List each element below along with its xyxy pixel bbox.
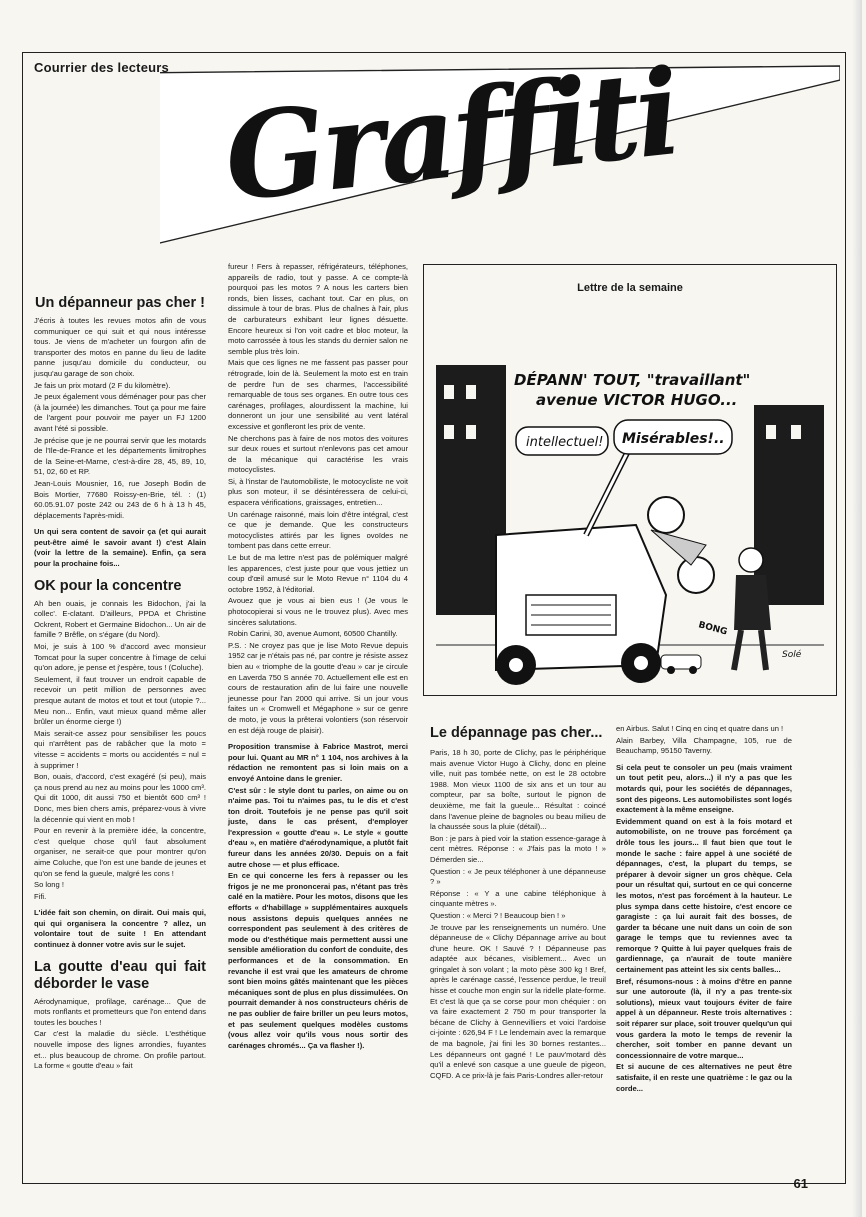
paragraph: Le but de ma lettre n'est pas de polémiquer malgré les apparences, c'est juste pour que vous jettiez un coup d'œil amusé sur le Moto Revue n° 1104 du 4 octobre 1952, à l'éditorial.: [228, 553, 408, 594]
signature: Fifi.: [34, 891, 47, 901]
paragraph: Ne cherchons pas à faire de nos motos des voitures sur deux roues et surtout n'enlevons pas cet amour de la mécanique qui caractérise les vrais motocyclistes.: [228, 433, 408, 475]
paragraph: P.S. : Ne croyez pas que je lise Moto Revue depuis 1952 car je n'étais pas né, par contre je résiste assez bien au « triomphe de la goutte d'eau » car je circule en Laverda 750 S année 70. Actuellement elle est en cours de restauration afin de lui faire une nouvelle jeunesse pour l'an 2000 qui arrive. Si un jour vous faites un « Cromwell et Mégaphone » sur ce genre de moto, je vous la prêterai volontiers (son réservoir en est déjà rouge de plaisir).: [228, 640, 408, 735]
paragraph: Paris, 18 h 30, porte de Clichy, pas le périphérique mais avenue Victor Hugo à Clichy, donc en pleine ville, nuit pas tombée nette, on est le 28 octobre 1988. Mon vieux 1100 de six ans et un tour au compteur, par sa boîte, surtout le pignon de deuxième, me fait la gueule... Résultat : coincé dans l'avenue pleine de bagnoles ou beau milieu de la chaussée sous la pluie (détail)...: [430, 748, 606, 832]
editor-reply: Un qui sera content de savoir ça (et qui aurait peut-être aimé le savoir avant !) c'est Alain (voir la lettre de la semaine). Enfin, ça sera pour la prochaine fois...: [34, 527, 206, 569]
paragraph: Ah ben ouais, je connais les Bidochon, j'ai la collec'. E-clatant. D'ailleurs, PPDA et Christine Ockrent, Robert et Germaine Bidochon... Un air de famille ? Brêfle, on s'égare (du Nord).: [34, 598, 206, 640]
article-title: La goutte d'eau qui fait déborder le vase: [34, 958, 206, 992]
editor-reply: Si cela peut te consoler un peu (mais vraiment un tout petit peu, alors...) il n'y a pas que les motards qui, pour les sociétés de dépannages, sont des pigeons. Les automobilistes sont logés exactement à la même enseigne.: [616, 762, 792, 815]
column-1: [34, 292, 206, 1073]
paragraph: Pour en revenir à la première idée, la concentre, c'est quelque chose qu'il faut absolument organiser, ne serait-ce que pour montrer qu'on aime Coluche, que l'on est une bande de jeunes et qu'on se fend la gueule, malgré les cons !: [34, 826, 206, 878]
paragraph: Jean-Louis Mousnier, 16, rue Joseph Bodin de Bois Mortier, 77680 Roissy-en-Brie, tél. : (1) 60.05.91.07 poste 242 ou 243 de 6 h à 13 h 45, déplacements l'après-midi.: [34, 478, 206, 520]
cartoon-caption-1: DÉPANN' TOUT, "travaillant": [514, 371, 751, 389]
editor-reply: Et si aucune de ces alternatives ne peut être satisfaite, il en reste une quatrième : le gaz ou la corde...: [616, 1062, 792, 1093]
paragraph: Bon, ouais, d'accord, c'est exagéré (si peu), mais ça nous prend au nez au moins pour les 1000 cm³. Qui dit 1000, dit aussi 750 et bientôt 600 cm³ ! Donc, mes bien chers amis, préparez-vous à vivre la décennie qui vient en mob !: [34, 772, 206, 824]
paragraph: Seulement, il faut trouver un endroit capable de recevoir un petit million de personnes avec presque autant de motos et tout et tout (utopie ?... Meu non... Enfin, vaut mieux quand même aller brûler un énorme cierge !): [34, 674, 206, 727]
section-kicker: Courrier des lecteurs: [34, 60, 169, 75]
paragraph: fureur ! Fers à repasser, réfrigérateurs, téléphones, appareils de radio, tout y passe. A ce compte-là pourquoi pas les motos ? A nous les carters bien ronds, bien lisses, cachant tout. Car en plus, on dissimule à tour de bras. Plus de chaînes à l'air, plus de carburateurs exhibant leur lignes désuette. Encore heureux si l'on voit cadre et bloc moteur, la moto carrossée à tous les stands du dernier salon ne semble plus très loin.: [228, 262, 408, 356]
paragraph: Moi, je suis à 100 % d'accord avec monsieur Tomcat pour la super concentre à l'image de celui qu'on adore, je pense et j'espère, tous ! (Coluche).: [34, 642, 206, 673]
signature: Alain Barbey, Villa Champagne, 105, rue de Beauchamp, 95150 Taverny.: [616, 735, 792, 756]
article-title: Le dépannage pas cher...: [430, 725, 603, 741]
paragraph: J'écris à toutes les revues motos afin de vous communiquer ce qui suit et qui nous intéresse tous. Je viens de m'acheter un fourgon afin de transporter des motos en panne du lieu de ladite panne jusqu'au domicile du conducteur, ou jusqu'au garage de son choix.: [34, 316, 206, 378]
editor-reply: Proposition transmise à Fabrice Mastrot, merci pour lui. Quant au MR n° 1 104, nos archives à la rédaction ne remontent pas si loin mais on a envoyé Antoine dans le grenier.: [228, 742, 408, 783]
paragraph: en Airbus. Salut ! Cinq en cinq et quatre dans un !: [616, 724, 784, 733]
editor-reply: L'idée fait son chemin, on dirait. Oui mais qui, qui qui organisera la concentre ? allez, un volontaire tout de suite ! En attendant continuez à donner votre avis sur le sujet.: [34, 908, 206, 950]
paragraph: Je fais un prix motard (2 F du kilomètre).: [34, 380, 171, 390]
letter-of-week-box: [423, 264, 837, 696]
paragraph: Je trouve par les renseignements un numéro. Une dépanneuse de « Clichy Dépannage arrive au bout d'une heure. OK ! Sauvé ? ! Dépanneuse pas adaptée aux bécanes, visiblement... Avec un gringalet à son volant ; la moto pèse 300 kg ! Bref, après le carénage cassé, l'essence perdue, le treuil hisse et couche mon engin sur la ridelle plate-forme. Et c'est là que ça se corse pour mon chéquier : on va faire exactement 2 750 m pour transporter la bécane de Clichy à Gennevilliers et voici l'ardoise ci-jointe : 626,94 F ! Le lendemain avec la remarque de ma bagnole, j'ai fini les 30 bornes restantes... Les dépanneurs ont gagné ! Le pauv'motard dès qu'il a enlevé son casque a une gueule de pigeon, CQFD. A ce prix-là je fais Paris-Londres aller-retour: [430, 922, 607, 1080]
column-2: [228, 262, 408, 1052]
editor-reply: En ce qui concerne les fers à repasser ou les frigos je ne me prononcerai pas, n'étant pas très calé en la matière. Pour les motos, disons que les efforts « d'habillage » supplémentaires auxquels nous assistons depuis quelques années ne correspondent pas seulement à des critères de mode ou d'esthétique mais permettent aussi une sensible amélioration du confort de conduite, des performances et de la consommation. En revanche il est vrai que les amateurs de chrome sont bien moins gâtés maintenant que les pièces mécaniques sont de plus en plus dissimulées. On pourrait demander à nos constructeurs chéris de ne pas oublier de faire briller un peu leurs motos, et pas seulement quelques modèles customs (vous allez voir qu'ils vous nous sortir des carénages chromés... Ça va flasher !).: [228, 871, 408, 1050]
paragraph: Si, à l'instar de l'automobiliste, le motocycliste ne voit plus son moteur, il se désintéressera de celui-ci, espacera vérifications, graissages, entretien...: [228, 476, 408, 508]
paragraph: Réponse : « Y a une cabine téléphonique à cinquante mètres ».: [430, 888, 606, 909]
paragraph: Bon : je pars à pied voir la station essence-garage à cent mètres. Réponse : « J'fais pas la moto ! » Démerden sie...: [430, 833, 606, 864]
paragraph: So long !: [34, 880, 64, 890]
cartoonist-signature: Solé: [782, 650, 802, 660]
graffiti-title-art: [160, 40, 840, 270]
paragraph: Car c'est la maladie du siècle. L'esthétique nouvelle impose des lignes arrondies, fuyantes et... plus beaucoup de chrome. On profile partout. La forme « goutte d'eau » fait: [34, 1029, 206, 1071]
sound-effect: BONG: [697, 620, 729, 638]
paragraph: Aérodynamique, profilage, carénage... Que de mots ronflants et prometteurs que l'on entend dans toutes les bouches !: [34, 996, 206, 1027]
article-title: OK pour la concentre: [34, 577, 182, 594]
paragraph: Un carénage raisonné, mais loin d'être intégral, c'est ce que je demande. Que les constructeurs motocyclistes attirés par les lignes ovoïdes ne tombent pas dans cette erreur.: [228, 509, 408, 551]
column-4: [616, 724, 792, 1095]
editor-reply: C'est sûr : le style dont tu parles, on aime ou on n'aime pas. Toi tu n'aimes pas, tu le dis et c'est ton droit. Toutefois je ne pense pas qu'il soit juste, dans le cas présent, d'employer l'expression « goutte d'eau ». Le style « goutte d'eau », en matière d'aérodynamique, a plutôt fait fureur dans les années 20/30. Depuis on a fait autre chose — et plus efficace.: [228, 785, 408, 869]
cartoon-illustration: [436, 365, 824, 685]
paragraph: Mais serait-ce assez pour sensibiliser les poucs qui n'arrêtent pas de rabâcher que la moto = vitesse = accidents = morts ou accidentés = nul = à supprimer !: [34, 728, 206, 770]
article-title: Un dépanneur pas cher !: [34, 295, 205, 311]
paragraph: Mais que ces lignes ne me fassent pas passer pour rétrograde, loin de là. Seulement la moto est en train de perdre l'un de ses charmes, l'accessibilité remarquable de tous ses organes. En outre tous ces carénages, profilages, alourdissent la machine, lui donneront un jour une sensibilité au vent latéral excessive et gonfleront les prix de vente.: [228, 358, 408, 431]
paragraph: Question : « Merci ? ! Beaucoup bien ! »: [430, 910, 566, 920]
cartoon-caption-2: avenue VICTOR HUGO...: [536, 391, 738, 409]
paragraph: Je précise que je ne pourrai servir que les motards de l'Ile-de-France et les départements limitrophes de la Seine-et-Marne, c'est-à-dire 28, 45, 89, 10, 51, 02, 60 et RP.: [34, 435, 206, 477]
speech-bubble-2: Misérables!..: [622, 431, 725, 447]
graffiti-title: Graffiti: [218, 42, 684, 228]
speech-bubble-1: intellectuel!: [526, 435, 604, 450]
paragraph: Avouez que je vous ai bien eus ! (Je vous le photocopierai si vous ne le trouvez plus). Avec mes sincères salutations.: [228, 596, 408, 627]
page-number: 61: [793, 1176, 808, 1191]
paragraph: Question : « Je peux téléphoner à une dépanneuse ? »: [430, 866, 606, 887]
editor-reply: Evidemment quand on est à la fois motard et automobiliste, on ne trouve pas forcément ça drôle tous les jours... Il faut bien que tout le monde le sache : faire appel à une société de dépannages, c'est, la plupart du temps, se préparer à devoir signer un gros chèque. Cela pour un résultat qui, surtout en ce qui concerne les motos, n'est pas forcément à la hauteur. Le plus sympa dans cette histoire, c'est encore ce garagiste : ça lui aurait fait des bosses, de garder ta bécane une nuit dans un coin de son garage le temps que tu reviennes avec ta remorque ? Quitte à lui payer quelques frais de gardiennage, ça n'aurait de toute manière certainement pas atteint les six cents balles...: [616, 816, 792, 975]
box-title: Lettre de la semaine: [577, 282, 683, 294]
column-3: [430, 722, 606, 1082]
signature: Robin Carini, 30, avenue Aumont, 60500 Chantilly.: [228, 629, 398, 639]
editor-reply: Bref, résumons-nous : à moins d'être en panne sur une autoroute (là, il n'y a pas trente-six solutions), mieux vaut toujours éviter de faire appel à un dépanneur. Reste trois alternatives : soit réparer sur place, soit trouver quelqu'un qui vous gardera la moto le temps de revenir la chercher, soit tomber en panne devant un concessionnaire de votre marque...: [616, 976, 792, 1060]
scan-edge: [852, 0, 862, 1217]
paragraph: Je peux également vous déménager pour pas cher (à la journée) les dimanches. Tout ça pour me faire de l'argent pour pouvoir me payer un FJ 1200 avant l'été si possible.: [34, 392, 206, 433]
